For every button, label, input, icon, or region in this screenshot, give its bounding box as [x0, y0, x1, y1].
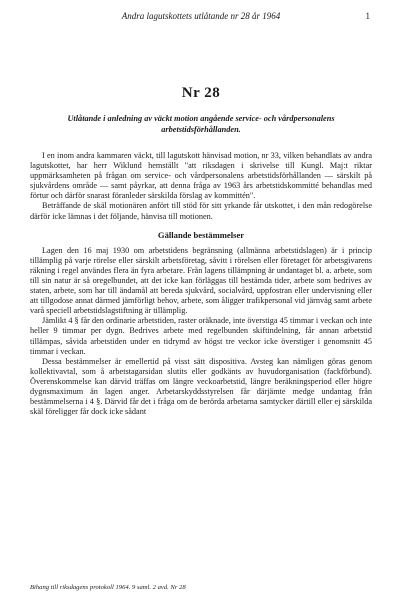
- document-page: [0, 11, 400, 599]
- body-paragraph-1: Lagen den 16 maj 1930 om arbetstidens begränsning (allmänna arbetstidslagen) är i princip tillämplig på varje rörelse eller särskilt arbetsföretag, såvitt i rörelsen eller företaget för arbetsgivarens räkning i regel användes flera än fyra arbetare. Från lagens tillämpning är undantaget bl. a. arbete, som till sin natur är så oregelbundet, att det icke kan förläggas till bestämda tider, arbete som bedrives av staten, arbete, som har till ändamål att bereda sjukvård, socialvård, uppfostran eller undervisning eller att tillgodose annat därmed jämförligt behov, arbete, som åligger trafikpersonal vid järnväg samt arbete varå speciell arbetstidslagstiftning är tillämplig.: [30, 245, 372, 316]
- document-number: Nr 28: [181, 85, 221, 101]
- page-footer: Bihang till riksdagens protokoll 1964. 9 saml. 2 avd. Nr 28: [30, 584, 186, 591]
- intro-paragraph-1: I en inom andra kammaren väckt, till lagutskott hänvisad motion, nr 33, vilken behandlats av andra lagutskottet, har herr Wiklund hemställt "att riksdagen i skrivelse till Kungl. Maj:t riktar uppmärksamheten på frågan om service- och vårdpersonalens arbetstidsförhållanden — särskilt på sjukvårdens område — samt påyrkar, att denna fråga av 1963 års arbetstidskommitté behandlas med förtur och därför snarast föranleder särskilda förslag av kommittén".: [30, 151, 372, 201]
- page-number: 1: [365, 11, 370, 21]
- intro-paragraph-2: Beträffande de skäl motionären anfört till stöd för sitt yrkande får utskottet, i den mån redogörelse därför icke lämnas i det följande, hänvisa till motionen.: [30, 201, 372, 221]
- running-title: Andra lagutskottets utlåtande nr 28 år 1964: [121, 11, 281, 21]
- body-paragraph-3: Dessa bestämmelser är emellertid på visst sätt dispositiva. Avsteg kan nämligen göras genom kollektivavtal, som å arbetstagarsidan slutits eller godkänts av huvudorganisation (fackförbund). Överenskommelse kan därvid träffas om längre veckoarbetstid, längre beräkningsperiod eller högre dygnsmaximum än lagen anger. Arbetarskyddsstyrelsen får därjämte medge undantag från bestämmelserna i 4 §. Därvid får det i fråga om de berörda arbetarna samtycker därtill eller ej särskilda skäl föreligger får dock icke sådant: [30, 356, 372, 417]
- running-header: [30, 11, 372, 33]
- document-subtitle: Utlåtande i anledning av väckt motion angående service- och vårdpersonalens arbetstidsförhållanden.: [67, 114, 335, 134]
- body-paragraph-2: Jämlikt 4 § får den ordinarie arbetstiden, raster oräknade, inte överstiga 45 timmar i veckan och inte heller 9 timmar per dygn. Bedrives arbete med regelbunden skiftindelning, får annan arbetstid tillämpas, såvida arbetstiden under en tidrymd av högst tre veckor icke överstiger i genomsnitt 45 timmar i veckan.: [30, 316, 372, 356]
- section-heading: Gällande bestämmelser: [157, 229, 245, 240]
